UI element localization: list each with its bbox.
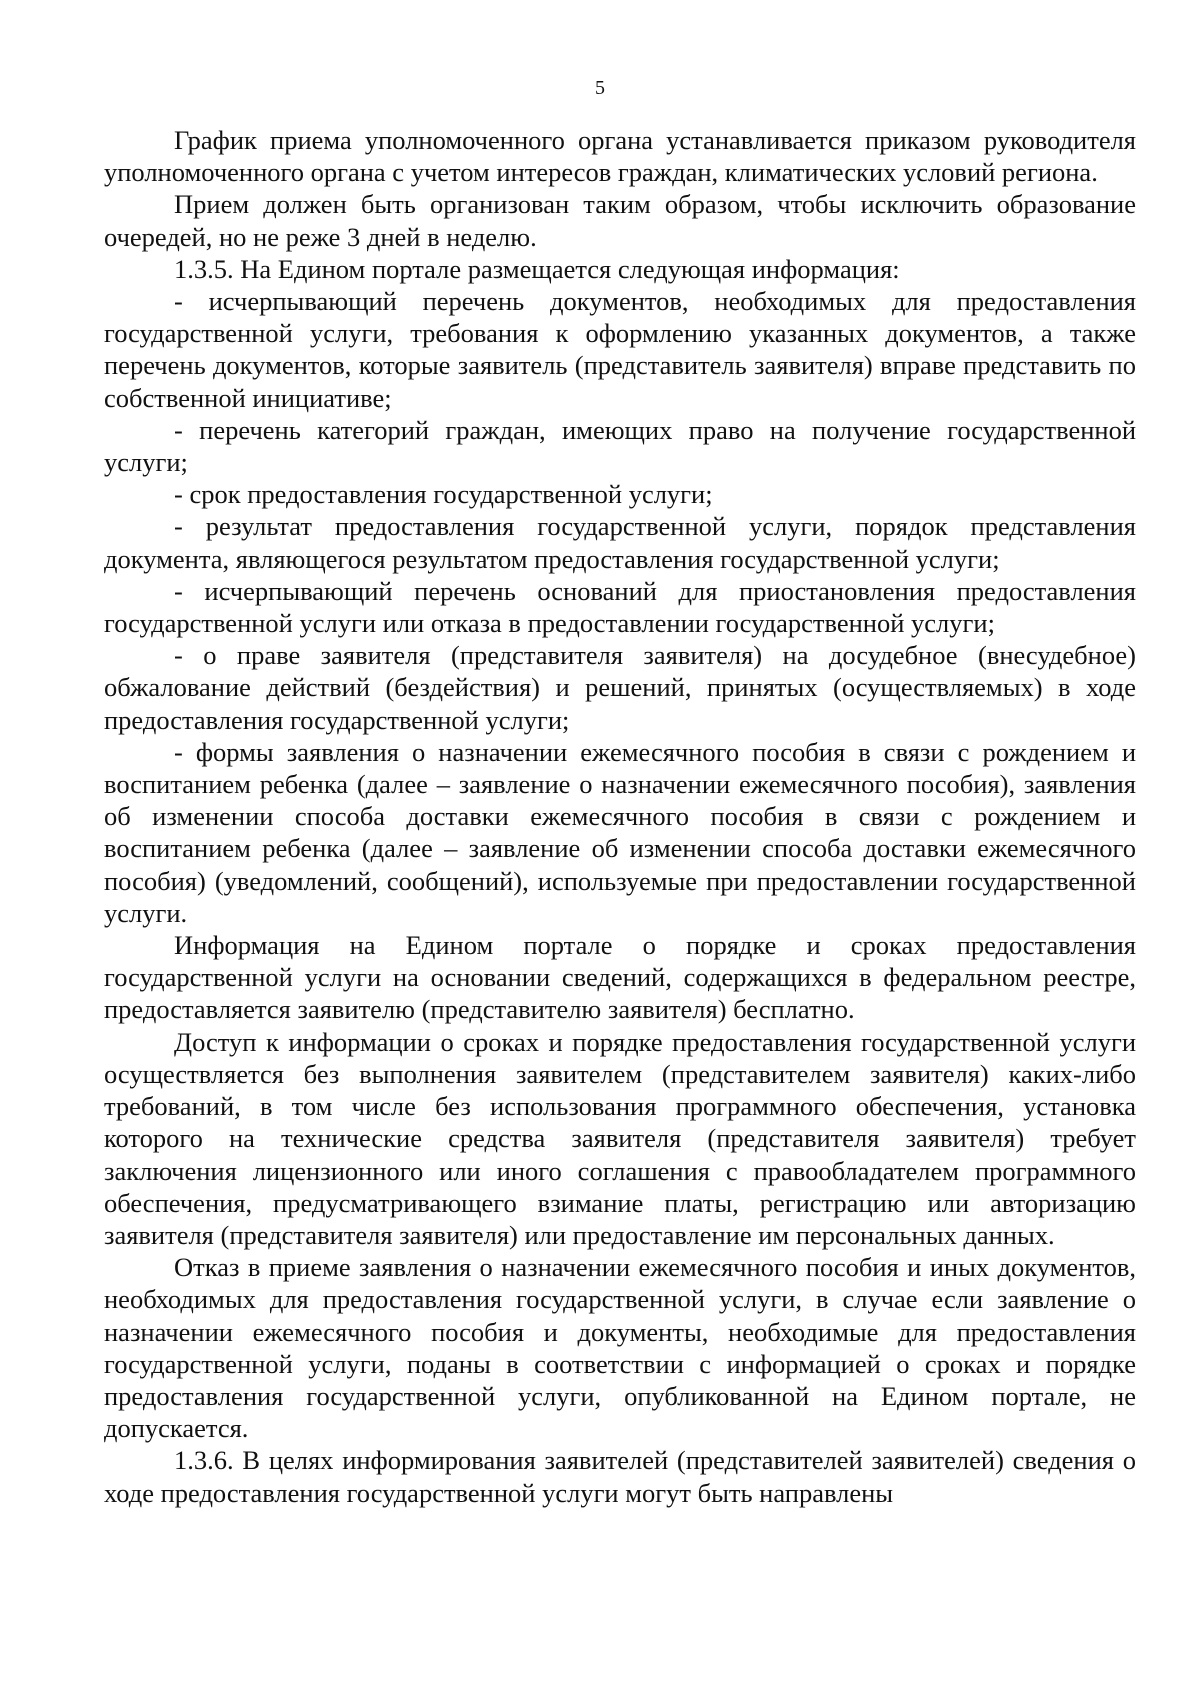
list-item-suspension-grounds: - исчерпывающий перечень оснований для приостановления предоставления государственной услуги или отказа в предоставлении государственной услуги; — [104, 575, 1136, 639]
paragraph-section-1-3-5: 1.3.5. На Едином портале размещается следующая информация: — [174, 253, 900, 284]
list-item-application-forms: - формы заявления о назначении ежемесячного пособия в связи с рождением и воспитанием ребенка (далее – заявление о назначении ежемесячного пособия), заявления об изменении способа доставки ежемесячного пособия в связи с рождением и воспитанием ребенка (далее – заявление об изменении способа доставки ежемесячного пособия) (уведомлений, сообщений), используемые при предоставлении государственной услуги. — [104, 736, 1136, 928]
list-item-documents-list: - исчерпывающий перечень документов, необходимых для предоставления государственной услуги, требования к оформлению указанных документов, а также перечень документов, которые заявитель (представитель заявителя) вправе представить по собственной инициативе; — [104, 286, 1136, 413]
paragraph-reception-schedule: График приема уполномоченного органа устанавливается приказом руководителя уполномоченного органа с учетом интересов граждан, климатических условий региона. — [104, 125, 1136, 188]
paragraph-information-access: Доступ к информации о сроках и порядке предоставления государственной услуги осуществляется без выполнения заявителем (представителем заявителя) каких-либо требований, в том числе без использования программного обеспечения, установка которого на технические средства заявителя (представителя заявителя) требует заключения лицензионного или иного соглашения с правообладателем программного обеспечения, предусматривающего взимание платы, регистрацию или авторизацию заявителя (представителя заявителя) или предоставление им персональных данных. — [104, 1026, 1136, 1250]
page-number: 5 — [595, 77, 605, 99]
list-item-service-term: - срок предоставления государственной услуги; — [174, 479, 713, 510]
list-item-service-result: - результат предоставления государственной услуги, порядок представления документа, являющегося результатом предоставления государственной услуги; — [104, 511, 1136, 574]
paragraph-refusal-not-allowed: Отказ в приеме заявления о назначении ежемесячного пособия и иных документов, необходимых для предоставления государственной услуги, в случае если заявление о назначении ежемесячного пособия и документы, необходимые для предоставления государственной услуги, поданы в соответствии с информацией о сроках и порядке предоставления государственной услуги, опубликованной на Едином портале, не допускается. — [104, 1252, 1136, 1444]
list-item-citizen-categories: - перечень категорий граждан, имеющих право на получение государственной услуги; — [104, 414, 1136, 478]
document-body — [104, 124, 1136, 1509]
paragraph-free-information: Информация на Едином портале о порядке и сроках предоставления государственной услуги на основании сведений, содержащихся в федеральном реестре, предоставляется заявителю (представителю заявителя) бесплатно. — [104, 930, 1136, 1025]
paragraph-reception-organization: Прием должен быть организован таким образом, чтобы исключить образование очередей, но не реже 3 дней в неделю. — [104, 189, 1136, 252]
list-item-appeal-right: - о праве заявителя (представителя заявителя) на досудебное (внесудебное) обжалование действий (бездействия) и решений, принятых (осуществляемых) в ходе предоставления государственной услуги; — [104, 640, 1136, 735]
paragraph-section-1-3-6: 1.3.6. В целях информирования заявителей (представителей заявителей) сведения о ходе предоставления государственной услуги могут быть направлены — [104, 1445, 1136, 1508]
